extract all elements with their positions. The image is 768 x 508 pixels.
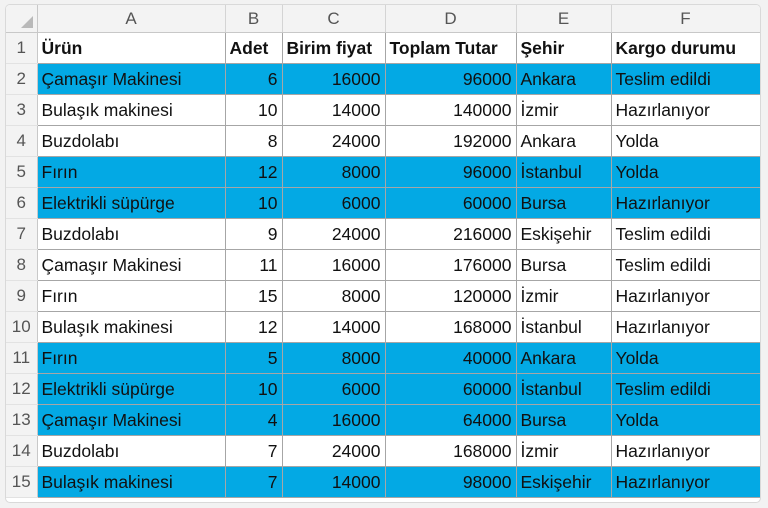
cell-toplam-tutar[interactable]: 192000 <box>385 126 516 157</box>
row-header[interactable]: 3 <box>6 95 37 126</box>
cell-adet[interactable]: 7 <box>225 436 282 467</box>
cell-sehir[interactable]: Bursa <box>516 250 611 281</box>
table-row <box>6 95 760 126</box>
header-cell-birim-fiyat[interactable]: Birim fiyat <box>282 33 385 64</box>
cell-adet[interactable]: 4 <box>225 405 282 436</box>
column-header-b[interactable]: B <box>225 5 282 33</box>
table-row <box>6 126 760 157</box>
cell-toplam-tutar[interactable]: 168000 <box>385 436 516 467</box>
cell-birim-fiyat[interactable]: 14000 <box>282 467 385 498</box>
cell-urun[interactable]: Bulaşık makinesi <box>37 95 225 126</box>
cell-birim-fiyat[interactable]: 14000 <box>282 95 385 126</box>
cell-sehir[interactable]: İzmir <box>516 436 611 467</box>
row-header[interactable]: 9 <box>6 281 37 312</box>
table-row <box>6 219 760 250</box>
cell-sehir[interactable]: Bursa <box>516 188 611 219</box>
cell-adet[interactable]: 6 <box>225 64 282 95</box>
table-row <box>6 281 760 312</box>
cell-birim-fiyat[interactable]: 16000 <box>282 405 385 436</box>
cell-birim-fiyat[interactable]: 16000 <box>282 250 385 281</box>
header-cell-urun[interactable]: Ürün <box>37 33 225 64</box>
table-row <box>6 374 760 405</box>
row-header[interactable]: 10 <box>6 312 37 343</box>
column-header-a[interactable]: A <box>37 5 225 33</box>
cell-toplam-tutar[interactable]: 60000 <box>385 188 516 219</box>
cell-toplam-tutar[interactable]: 98000 <box>385 467 516 498</box>
cell-birim-fiyat[interactable]: 8000 <box>282 281 385 312</box>
cell-toplam-tutar[interactable]: 216000 <box>385 219 516 250</box>
table-row <box>6 343 760 374</box>
cell-sehir[interactable]: Ankara <box>516 64 611 95</box>
cell-adet[interactable]: 15 <box>225 281 282 312</box>
cell-birim-fiyat[interactable]: 24000 <box>282 436 385 467</box>
cell-adet[interactable]: 12 <box>225 157 282 188</box>
cell-sehir[interactable]: Eskişehir <box>516 467 611 498</box>
cell-adet[interactable]: 11 <box>225 250 282 281</box>
header-cell-kargo-durumu[interactable]: Kargo durumu <box>611 33 760 64</box>
cell-sehir[interactable]: İzmir <box>516 95 611 126</box>
column-header-f[interactable]: F <box>611 5 760 33</box>
cell-urun[interactable]: Bulaşık makinesi <box>37 467 225 498</box>
cell-adet[interactable]: 12 <box>225 312 282 343</box>
cell-sehir[interactable]: Ankara <box>516 343 611 374</box>
column-header-row <box>6 5 760 33</box>
cell-toplam-tutar[interactable]: 168000 <box>385 312 516 343</box>
cell-adet[interactable]: 9 <box>225 219 282 250</box>
row-header[interactable]: 14 <box>6 436 37 467</box>
cell-kargo-durumu[interactable]: Hazırlanıyor <box>611 281 760 312</box>
cell-birim-fiyat[interactable]: 16000 <box>282 64 385 95</box>
column-header-c[interactable]: C <box>282 5 385 33</box>
cell-birim-fiyat[interactable]: 14000 <box>282 312 385 343</box>
row-header[interactable]: 4 <box>6 126 37 157</box>
cell-kargo-durumu[interactable]: Teslim edildi <box>611 219 760 250</box>
row-header[interactable]: 12 <box>6 374 37 405</box>
data-table <box>6 5 760 498</box>
cell-birim-fiyat[interactable]: 6000 <box>282 188 385 219</box>
cell-toplam-tutar[interactable]: 96000 <box>385 64 516 95</box>
cell-adet[interactable]: 10 <box>225 188 282 219</box>
cell-birim-fiyat[interactable]: 8000 <box>282 343 385 374</box>
header-cell-sehir[interactable]: Şehir <box>516 33 611 64</box>
cell-birim-fiyat[interactable]: 6000 <box>282 374 385 405</box>
table-row <box>6 157 760 188</box>
cell-urun[interactable]: Buzdolabı <box>37 126 225 157</box>
row-header[interactable]: 11 <box>6 343 37 374</box>
cell-kargo-durumu[interactable]: Yolda <box>611 343 760 374</box>
cell-adet[interactable]: 10 <box>225 374 282 405</box>
cell-adet[interactable]: 5 <box>225 343 282 374</box>
cell-urun[interactable]: Fırın <box>37 343 225 374</box>
table-row <box>6 467 760 498</box>
row-header[interactable]: 6 <box>6 188 37 219</box>
cell-urun[interactable]: Elektrikli süpürge <box>37 188 225 219</box>
cell-adet[interactable]: 8 <box>225 126 282 157</box>
table-row <box>6 250 760 281</box>
spreadsheet-grid <box>6 5 760 502</box>
cell-toplam-tutar[interactable]: 176000 <box>385 250 516 281</box>
row-header[interactable]: 1 <box>6 33 37 64</box>
cell-sehir[interactable]: Bursa <box>516 405 611 436</box>
cell-urun[interactable]: Elektrikli süpürge <box>37 374 225 405</box>
cell-kargo-durumu[interactable]: Yolda <box>611 126 760 157</box>
cell-birim-fiyat[interactable]: 24000 <box>282 126 385 157</box>
table-row <box>6 312 760 343</box>
row-header[interactable]: 13 <box>6 405 37 436</box>
cell-kargo-durumu[interactable]: Hazırlanıyor <box>611 467 760 498</box>
cell-toplam-tutar[interactable]: 120000 <box>385 281 516 312</box>
cell-kargo-durumu[interactable]: Hazırlanıyor <box>611 95 760 126</box>
column-header-d[interactable]: D <box>385 5 516 33</box>
cell-adet[interactable]: 10 <box>225 95 282 126</box>
cell-urun[interactable]: Buzdolabı <box>37 219 225 250</box>
cell-urun[interactable]: Bulaşık makinesi <box>37 312 225 343</box>
cell-sehir[interactable]: İstanbul <box>516 312 611 343</box>
header-cell-adet[interactable]: Adet <box>225 33 282 64</box>
cell-adet[interactable]: 7 <box>225 467 282 498</box>
cell-kargo-durumu[interactable]: Yolda <box>611 405 760 436</box>
cell-urun[interactable]: Çamaşır Makinesi <box>37 250 225 281</box>
header-cell-toplam-tutar[interactable]: Toplam Tutar <box>385 33 516 64</box>
header-data-row <box>6 33 760 64</box>
cell-sehir[interactable]: İstanbul <box>516 374 611 405</box>
cell-toplam-tutar[interactable]: 64000 <box>385 405 516 436</box>
cell-urun[interactable]: Fırın <box>37 157 225 188</box>
cell-kargo-durumu[interactable]: Yolda <box>611 157 760 188</box>
cell-kargo-durumu[interactable]: Teslim edildi <box>611 250 760 281</box>
cell-kargo-durumu[interactable]: Teslim edildi <box>611 64 760 95</box>
cell-sehir[interactable]: Eskişehir <box>516 219 611 250</box>
cell-urun[interactable]: Fırın <box>37 281 225 312</box>
cell-toplam-tutar[interactable]: 40000 <box>385 343 516 374</box>
cell-toplam-tutar[interactable]: 96000 <box>385 157 516 188</box>
cell-kargo-durumu[interactable]: Hazırlanıyor <box>611 436 760 467</box>
cell-sehir[interactable]: İstanbul <box>516 157 611 188</box>
select-all-corner[interactable] <box>6 5 37 33</box>
cell-toplam-tutar[interactable]: 140000 <box>385 95 516 126</box>
row-header[interactable]: 15 <box>6 467 37 498</box>
row-header[interactable]: 8 <box>6 250 37 281</box>
table-row <box>6 64 760 95</box>
cell-kargo-durumu[interactable]: Teslim edildi <box>611 374 760 405</box>
cell-kargo-durumu[interactable]: Hazırlanıyor <box>611 312 760 343</box>
cell-birim-fiyat[interactable]: 8000 <box>282 157 385 188</box>
row-header[interactable]: 5 <box>6 157 37 188</box>
table-row <box>6 436 760 467</box>
cell-kargo-durumu[interactable]: Hazırlanıyor <box>611 188 760 219</box>
select-all-triangle-icon <box>21 16 33 28</box>
cell-urun[interactable]: Çamaşır Makinesi <box>37 64 225 95</box>
cell-sehir[interactable]: Ankara <box>516 126 611 157</box>
cell-urun[interactable]: Çamaşır Makinesi <box>37 405 225 436</box>
column-header-e[interactable]: E <box>516 5 611 33</box>
cell-urun[interactable]: Buzdolabı <box>37 436 225 467</box>
cell-toplam-tutar[interactable]: 60000 <box>385 374 516 405</box>
row-header[interactable]: 7 <box>6 219 37 250</box>
cell-sehir[interactable]: İzmir <box>516 281 611 312</box>
row-header[interactable]: 2 <box>6 64 37 95</box>
table-row <box>6 405 760 436</box>
cell-birim-fiyat[interactable]: 24000 <box>282 219 385 250</box>
table-row <box>6 188 760 219</box>
